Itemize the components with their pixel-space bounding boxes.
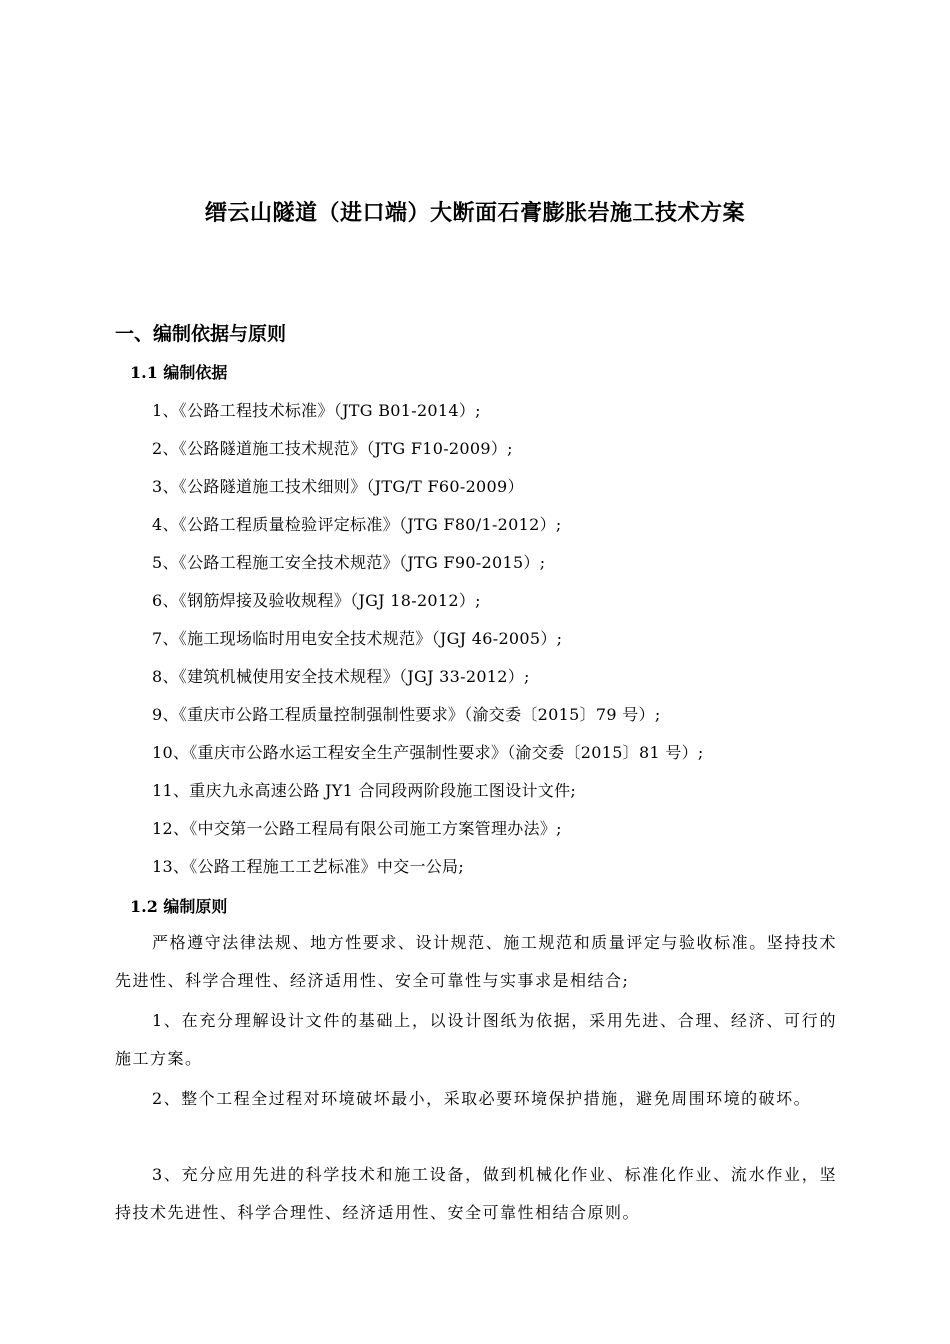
basis-list-item: 1、《公路工程技术标准》（JTG B01-2014）; xyxy=(152,401,481,420)
basis-list-item: 10、《重庆市公路水运工程安全生产强制性要求》（渝交委〔2015〕81 号）; xyxy=(152,743,704,762)
subsection-heading-principle: 1.2 编制原则 xyxy=(130,897,228,916)
basis-list-item: 2、《公路隧道施工技术规范》（JTG F10-2009）; xyxy=(152,439,513,458)
basis-list-item: 3、《公路隧道施工技术细则》（JTG/T F60-2009） xyxy=(152,477,524,496)
basis-list-item: 13、《公路工程施工工艺标准》中交一公局; xyxy=(152,857,465,876)
subsection-heading-basis: 1.1 编制依据 xyxy=(130,363,228,382)
basis-list-item: 6、《钢筋焊接及验收规程》（JGJ 18-2012）; xyxy=(152,591,481,610)
principle-paragraph: 严格遵守法律法规、地方性要求、设计规范、施工规范和质量评定与验收标准。坚持技术先进性、科学合理性、经济适用性、安全可靠性与实事求是相结合; xyxy=(115,933,837,990)
basis-list-item: 7、《施工现场临时用电安全技术规范》（JGJ 46-2005）; xyxy=(152,629,563,648)
basis-list-item: 8、《建筑机械使用安全技术规程》（JGJ 33-2012）; xyxy=(152,667,530,686)
basis-list-item: 9、《重庆市公路工程质量控制强制性要求》（渝交委〔2015〕79 号）; xyxy=(152,705,661,724)
basis-list-item: 11、重庆九永高速公路 JY1 合同段两阶段施工图设计文件; xyxy=(152,781,577,800)
basis-list-item: 12、《中交第一公路工程局有限公司施工方案管理办法》; xyxy=(152,819,562,838)
document-title: 缙云山隧道（进口端）大断面石膏膨胀岩施工技术方案 xyxy=(204,200,745,226)
principle-paragraph: 2、整个工程全过程对环境破坏最小，采取必要环境保护措施，避免周围环境的破坏。 xyxy=(152,1089,812,1108)
basis-list-item: 4、《公路工程质量检验评定标准》（JTG F80/1-2012）; xyxy=(152,515,562,534)
basis-list-item: 5、《公路工程施工安全技术规范》（JTG F90-2015）; xyxy=(152,553,546,572)
principle-paragraph: 3、充分应用先进的科学技术和施工设备，做到机械化作业、标准化作业、流水作业，坚持技术先进性、科学合理性、经济适用性、安全可靠性相结合原则。 xyxy=(115,1165,837,1222)
section-heading-basis-principles: 一、编制依据与原则 xyxy=(115,323,287,345)
principle-paragraph: 1、在充分理解设计文件的基础上，以设计图纸为依据，采用先进、合理、经济、可行的施工方案。 xyxy=(115,1011,837,1068)
